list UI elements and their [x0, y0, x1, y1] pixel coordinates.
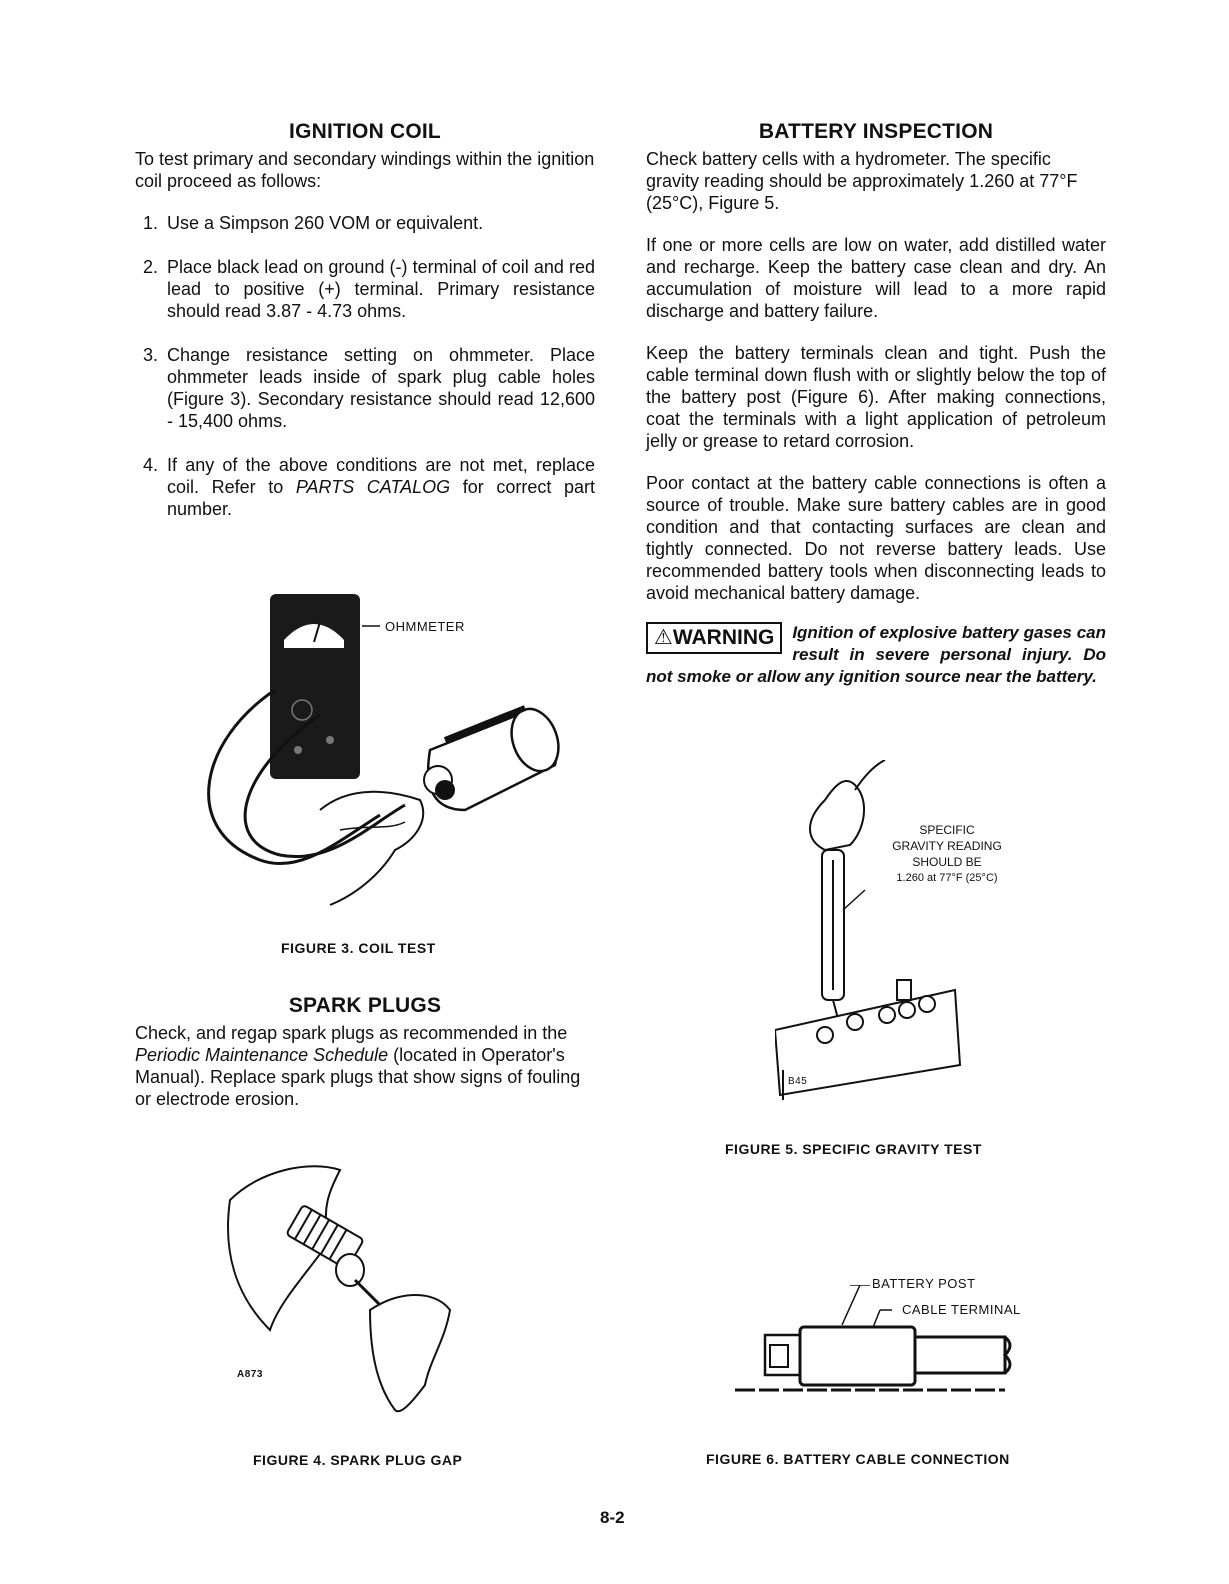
- battery-p2: If one or more cells are low on water, add distilled water and recharge. Keep the battery case clean and dry. An accumulation of moisture will lead to a more rapid discharge and battery failure.: [646, 235, 1106, 321]
- warning-text: Ignition of explosive battery gases can result in severe personal injury. Do not smoke or allow any ignition source near the battery.: [646, 623, 1106, 686]
- spark-plug-gap-illustration: [200, 1160, 470, 1420]
- hand-bulb: [810, 781, 864, 850]
- cable-terminal: [800, 1327, 915, 1385]
- ohmmeter-label: OHMMETER: [385, 619, 465, 634]
- figure-6-caption: FIGURE 6. BATTERY CABLE CONNECTION: [706, 1451, 1010, 1467]
- figure-4-code: A873: [237, 1369, 263, 1380]
- figure-5-code: B45: [788, 1076, 808, 1087]
- page-number: 8-2: [600, 1508, 625, 1527]
- left-column: [135, 120, 595, 542]
- ignition-coil-heading: IGNITION COIL: [289, 120, 441, 143]
- battery-post-label: BATTERY POST: [872, 1276, 976, 1291]
- warning-block: [646, 622, 1106, 688]
- battery-p1: Check battery cells with a hydrometer. The specific gravity reading should be approximately 1.260 at 77°F (25°C), Figure 5.: [646, 149, 1078, 213]
- ignition-steps: [135, 212, 595, 520]
- figure-5-caption: FIGURE 5. SPECIFIC GRAVITY TEST: [725, 1141, 982, 1157]
- step-2: 2. Place black lead on ground (-) terminal of coil and red lead to positive (+) terminal. Primary resistance should read 3.87 - 4.73 ohms.: [143, 257, 595, 321]
- right-column: [646, 120, 1106, 688]
- spark-plugs-section: [135, 994, 595, 1130]
- warning-label: ⚠WARNING: [646, 622, 782, 654]
- right-hand: [370, 1295, 450, 1411]
- figure-5-label: SPECIFIC GRAVITY READING SHOULD BE 1.260 at 77°F (25°C): [892, 823, 1002, 884]
- battery-p4: Poor contact at the battery cable connections is often a source of trouble. Make sure battery cables are in good condition and that contacting surfaces are clean and tightly connected. Do not reverse battery leads. Use recommended battery tools when disconnecting leads to avoid mechanical battery damage.: [646, 473, 1106, 603]
- step-3: 3. Change resistance setting on ohmmeter. Place ohmmeter leads inside of spark plug cable holes (Figure 3). Secondary resistance should read 12,600 - 15,400 ohms.: [143, 345, 595, 431]
- figure-3-caption: FIGURE 3. COIL TEST: [281, 940, 436, 956]
- cable-terminal-label: CABLE TERMINAL: [902, 1302, 1021, 1317]
- coil-test-illustration: [180, 590, 600, 920]
- step-1: 1. Use a Simpson 260 VOM or equivalent.: [143, 213, 484, 233]
- battery-inspection-heading: BATTERY INSPECTION: [758, 120, 994, 143]
- cable: [915, 1337, 1005, 1373]
- battery-p3: Keep the battery terminals clean and tight. Push the cable terminal down flush with or slightly below the top of the battery post (Figure 6). After making connections, coat the terminals with a light application of petroleum jelly or grease to retard corrosion.: [646, 343, 1106, 451]
- ohmmeter-body: [270, 594, 360, 779]
- spark-plugs-heading: SPARK PLUGS: [288, 994, 442, 1017]
- ignition-intro: To test primary and secondary windings within the ignition coil proceed as follows:: [135, 149, 595, 191]
- step-4: 4. If any of the above conditions are not met, replace coil. Refer to PARTS CATALOG for correct part number.: [143, 455, 595, 519]
- specific-gravity-illustration: [775, 760, 975, 1105]
- figure-4-caption: FIGURE 4. SPARK PLUG GAP: [253, 1452, 463, 1468]
- spark-plugs-text: Check, and regap spark plugs as recommended in the Periodic Maintenance Schedule (located in Operator's Manual). Replace spark plugs that show signs of fouling or electrode erosion.: [135, 1023, 581, 1109]
